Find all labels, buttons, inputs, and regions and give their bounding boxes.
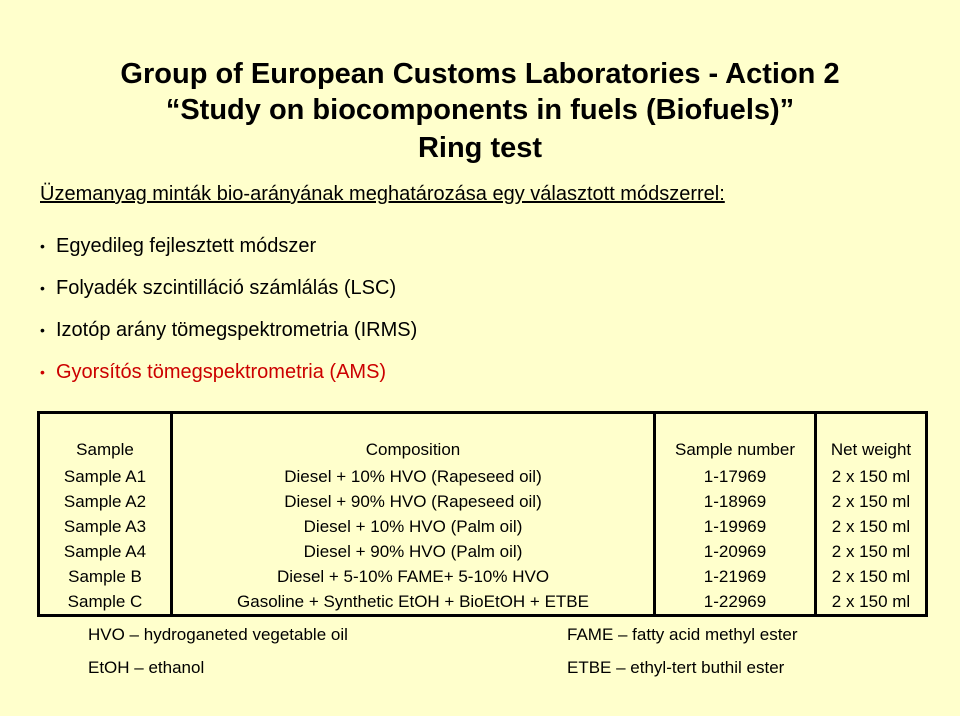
bullet-icon: • <box>40 322 45 338</box>
cell-sample: Sample B <box>39 564 172 589</box>
method-item <box>40 267 417 309</box>
cell-net-weight: 2 x 150 ml <box>816 539 927 564</box>
cell-composition: Diesel + 10% HVO (Palm oil) <box>172 514 655 539</box>
cell-composition: Gasoline + Synthetic EtOH + BioEtOH + ETBE <box>172 589 655 616</box>
cell-sample: Sample A4 <box>39 539 172 564</box>
title-line-1: Group of European Customs Laboratories - Action 2 <box>120 58 840 90</box>
cell-composition: Diesel + 90% HVO (Palm oil) <box>172 539 655 564</box>
method-label: Gyorsítós tömegspektrometria (AMS) <box>56 361 387 383</box>
header-sample: Sample <box>39 413 172 465</box>
title-line-2: “Study on biocomponents in fuels (Biofuels)” <box>165 94 795 126</box>
table-header-row <box>39 413 927 465</box>
bullet-icon: • <box>40 280 45 296</box>
cell-sample: Sample A3 <box>39 514 172 539</box>
method-item-highlighted <box>40 351 417 393</box>
cell-sample-number: 1-17969 <box>655 464 816 489</box>
cell-net-weight: 2 x 150 ml <box>816 564 927 589</box>
legend-etoh: EtOH – ethanol <box>88 658 205 677</box>
table-row <box>39 514 927 539</box>
table-row <box>39 564 927 589</box>
cell-sample-number: 1-21969 <box>655 564 816 589</box>
cell-composition: Diesel + 90% HVO (Rapeseed oil) <box>172 489 655 514</box>
method-label: Izotóp arány tömegspektrometria (IRMS) <box>56 319 418 341</box>
legend-hvo: HVO – hydroganeted vegetable oil <box>88 625 348 644</box>
cell-net-weight: 2 x 150 ml <box>816 489 927 514</box>
legend-fame: FAME – fatty acid methyl ester <box>567 625 798 644</box>
table-row <box>39 539 927 564</box>
bullet-icon: • <box>40 238 45 254</box>
cell-net-weight: 2 x 150 ml <box>816 514 927 539</box>
cell-net-weight: 2 x 150 ml <box>816 589 927 616</box>
sample-table <box>37 411 928 617</box>
bullet-icon: • <box>40 364 45 380</box>
title-line-3: Ring test <box>417 132 543 164</box>
header-composition: Composition <box>172 413 655 465</box>
cell-sample-number: 1-18969 <box>655 489 816 514</box>
cell-sample-number: 1-20969 <box>655 539 816 564</box>
cell-sample: Sample C <box>39 589 172 616</box>
cell-sample: Sample A1 <box>39 464 172 489</box>
table-row <box>39 489 927 514</box>
cell-sample-number: 1-19969 <box>655 514 816 539</box>
method-list <box>40 225 417 393</box>
cell-net-weight: 2 x 150 ml <box>816 464 927 489</box>
legend-etbe: ETBE – ethyl-tert buthil ester <box>567 658 785 677</box>
cell-composition: Diesel + 5-10% FAME+ 5-10% HVO <box>172 564 655 589</box>
cell-sample-number: 1-22969 <box>655 589 816 616</box>
method-item <box>40 309 417 351</box>
cell-composition: Diesel + 10% HVO (Rapeseed oil) <box>172 464 655 489</box>
table-row <box>39 464 927 489</box>
header-sample-number: Sample number <box>655 413 816 465</box>
method-label: Folyadék szcintilláció számlálás (LSC) <box>56 277 397 299</box>
table-row <box>39 589 927 616</box>
header-net-weight: Net weight <box>816 413 927 465</box>
method-label: Egyedileg fejlesztett módszer <box>56 235 317 257</box>
method-item <box>40 225 417 267</box>
cell-sample: Sample A2 <box>39 489 172 514</box>
intro-text: Üzemanyag minták bio-arányának meghatározása egy választott módszerrel: <box>40 183 725 205</box>
